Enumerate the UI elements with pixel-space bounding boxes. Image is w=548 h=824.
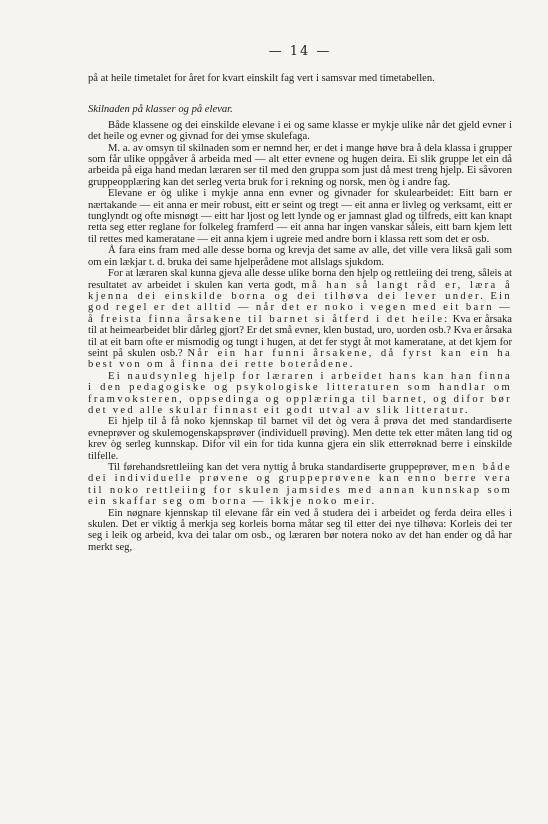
paragraph-text: Kva er årsaka til at heimearbeidet blir dårleg gjort? Er det små evner, klen bustad, uro, uorden osb.? Kva er årsaka til at eit barn ofte er mismodig og tungt i hugen, at det fer stygt åt mot kameratane, at det kjem for seint på skulen osb.? [88,313,512,359]
body-paragraph: Elevane er òg ulike i mykje anna enn evner og givnader for skulearbeidet: Eitt barn er nærtakande — eit anna er meir robust, eitt er seint og tregt — eit anna er livleg og verksamt, eitt er tunglyndt og ofte misnøgt — eitt har ljost og lett lynde og er jamnast glad og tilfreds, eitt kan knapt retta seg etter reglane for folkeleg framferd — eit anna har ingen vanskar såleis, eitt barn kjem lett til rettes med kameratane — eit anna kjem i ugreie med andre born i klassa rett som det er osb. [88,188,512,245]
paragraph-text: Til førehandsrettleiing kan det vera nyttig å bruka standardiserte gruppeprøver, [108,462,449,473]
body-paragraph: Ei naudsynleg hjelp for læraren i arbeidet hans kan han finna i den pedagogiske og psykologiske litteraturen som handlar om framvoksteren, oppsedinga og opplæringa til barnet, og difor bør det ved alle skular finnast eit godt utval av slik litteratur. [88,370,512,416]
body-paragraph [88,268,512,371]
body-paragraph: Ei hjelp til å få noko kjennskap til barnet vil det òg vera å prøva det med standardiserte evneprøver og skulemogenskapsprøver (individuell prøving). Men dette tek etter måten lang tid og krev òg serleg kunnskap. Difor vil ein for tida kunna gjera ein slik etterrøknad berre i einskilde tilfelle. [88,416,512,462]
body-paragraph: M. a. av omsyn til skilnaden som er nemnd her, er det i mange høve bra å dela klassa i grupper som får ulike oppgåver å arbeida med — alt etter evnene og hugen deira. Ei slik gruppe let ein då arbeida på eiga hand medan læraren ser til med den gruppa som just då mest treng hjelp. Ei såvoren gruppeopplæring kan det serleg verta bruk for i rekning og norsk, men òg i andre fag. [88,142,512,188]
spaced-emphasis: Ein god regel er det alltid — når det er noko i vegen med eit barn — å freista finna årsakene til barnet si åtferd i det heile: [88,290,512,325]
spaced-emphasis: men både dei individuelle prøvene og gruppeprøvene kan enno berre vera til noko rettleiing for skulen jamsides med annan kunnskap som ein skaffar seg om borna — ikkje noko meir. [88,462,512,508]
body-paragraph: Å fara eins fram med alle desse borna og krevja det same av alle, det ville vera liksă gali som om ein lækjar t. d. bruka dei same hjelperådene mot allslags sjukdom. [88,245,512,268]
body-paragraph: Både klassene og dei einskilde elevane i ei og same klasse er mykje ulike når det gjeld evner i det heile og evner og givnad for dei ymse skulefaga. [88,119,512,143]
intro-paragraph: på at heile timetalet for året for kvart einskilt fag vert i samsvar med timetabellen. [88,73,435,84]
paragraph-text: For at læraren skal kunna gjeva alle desse ulike borna den hjelp og rettleiing dei treng, såleis at resultatet av arbeidet i skulen kan verta godt, [88,268,512,291]
section-heading: Skilnaden på klasser og på elevar. [88,104,233,116]
body-paragraph: Ein nøgnare kjennskap til elevane får ein ved å studera dei i arbeidet og ferda deira elles i skulen. Det er viktig å merkja seg korleis borna måtar seg til etter dei nye tilhøva: Korleis dei ter seg i leik og arbeid, kva dei talar om osb., og læraren bør notera noko av det han ender og då har merkt seg, [88,507,512,553]
spaced-emphasis: må han så langt råd er, læra å kjenna dei einskilde borna og dei tilhøva dei lever under. [88,279,512,302]
spaced-emphasis: Når ein har funni årsakene, då fyrst kan ein ha best von om å finna dei rette boterådene. [88,347,512,371]
body-paragraph [88,462,512,508]
page-number: — 14 — [268,44,332,59]
